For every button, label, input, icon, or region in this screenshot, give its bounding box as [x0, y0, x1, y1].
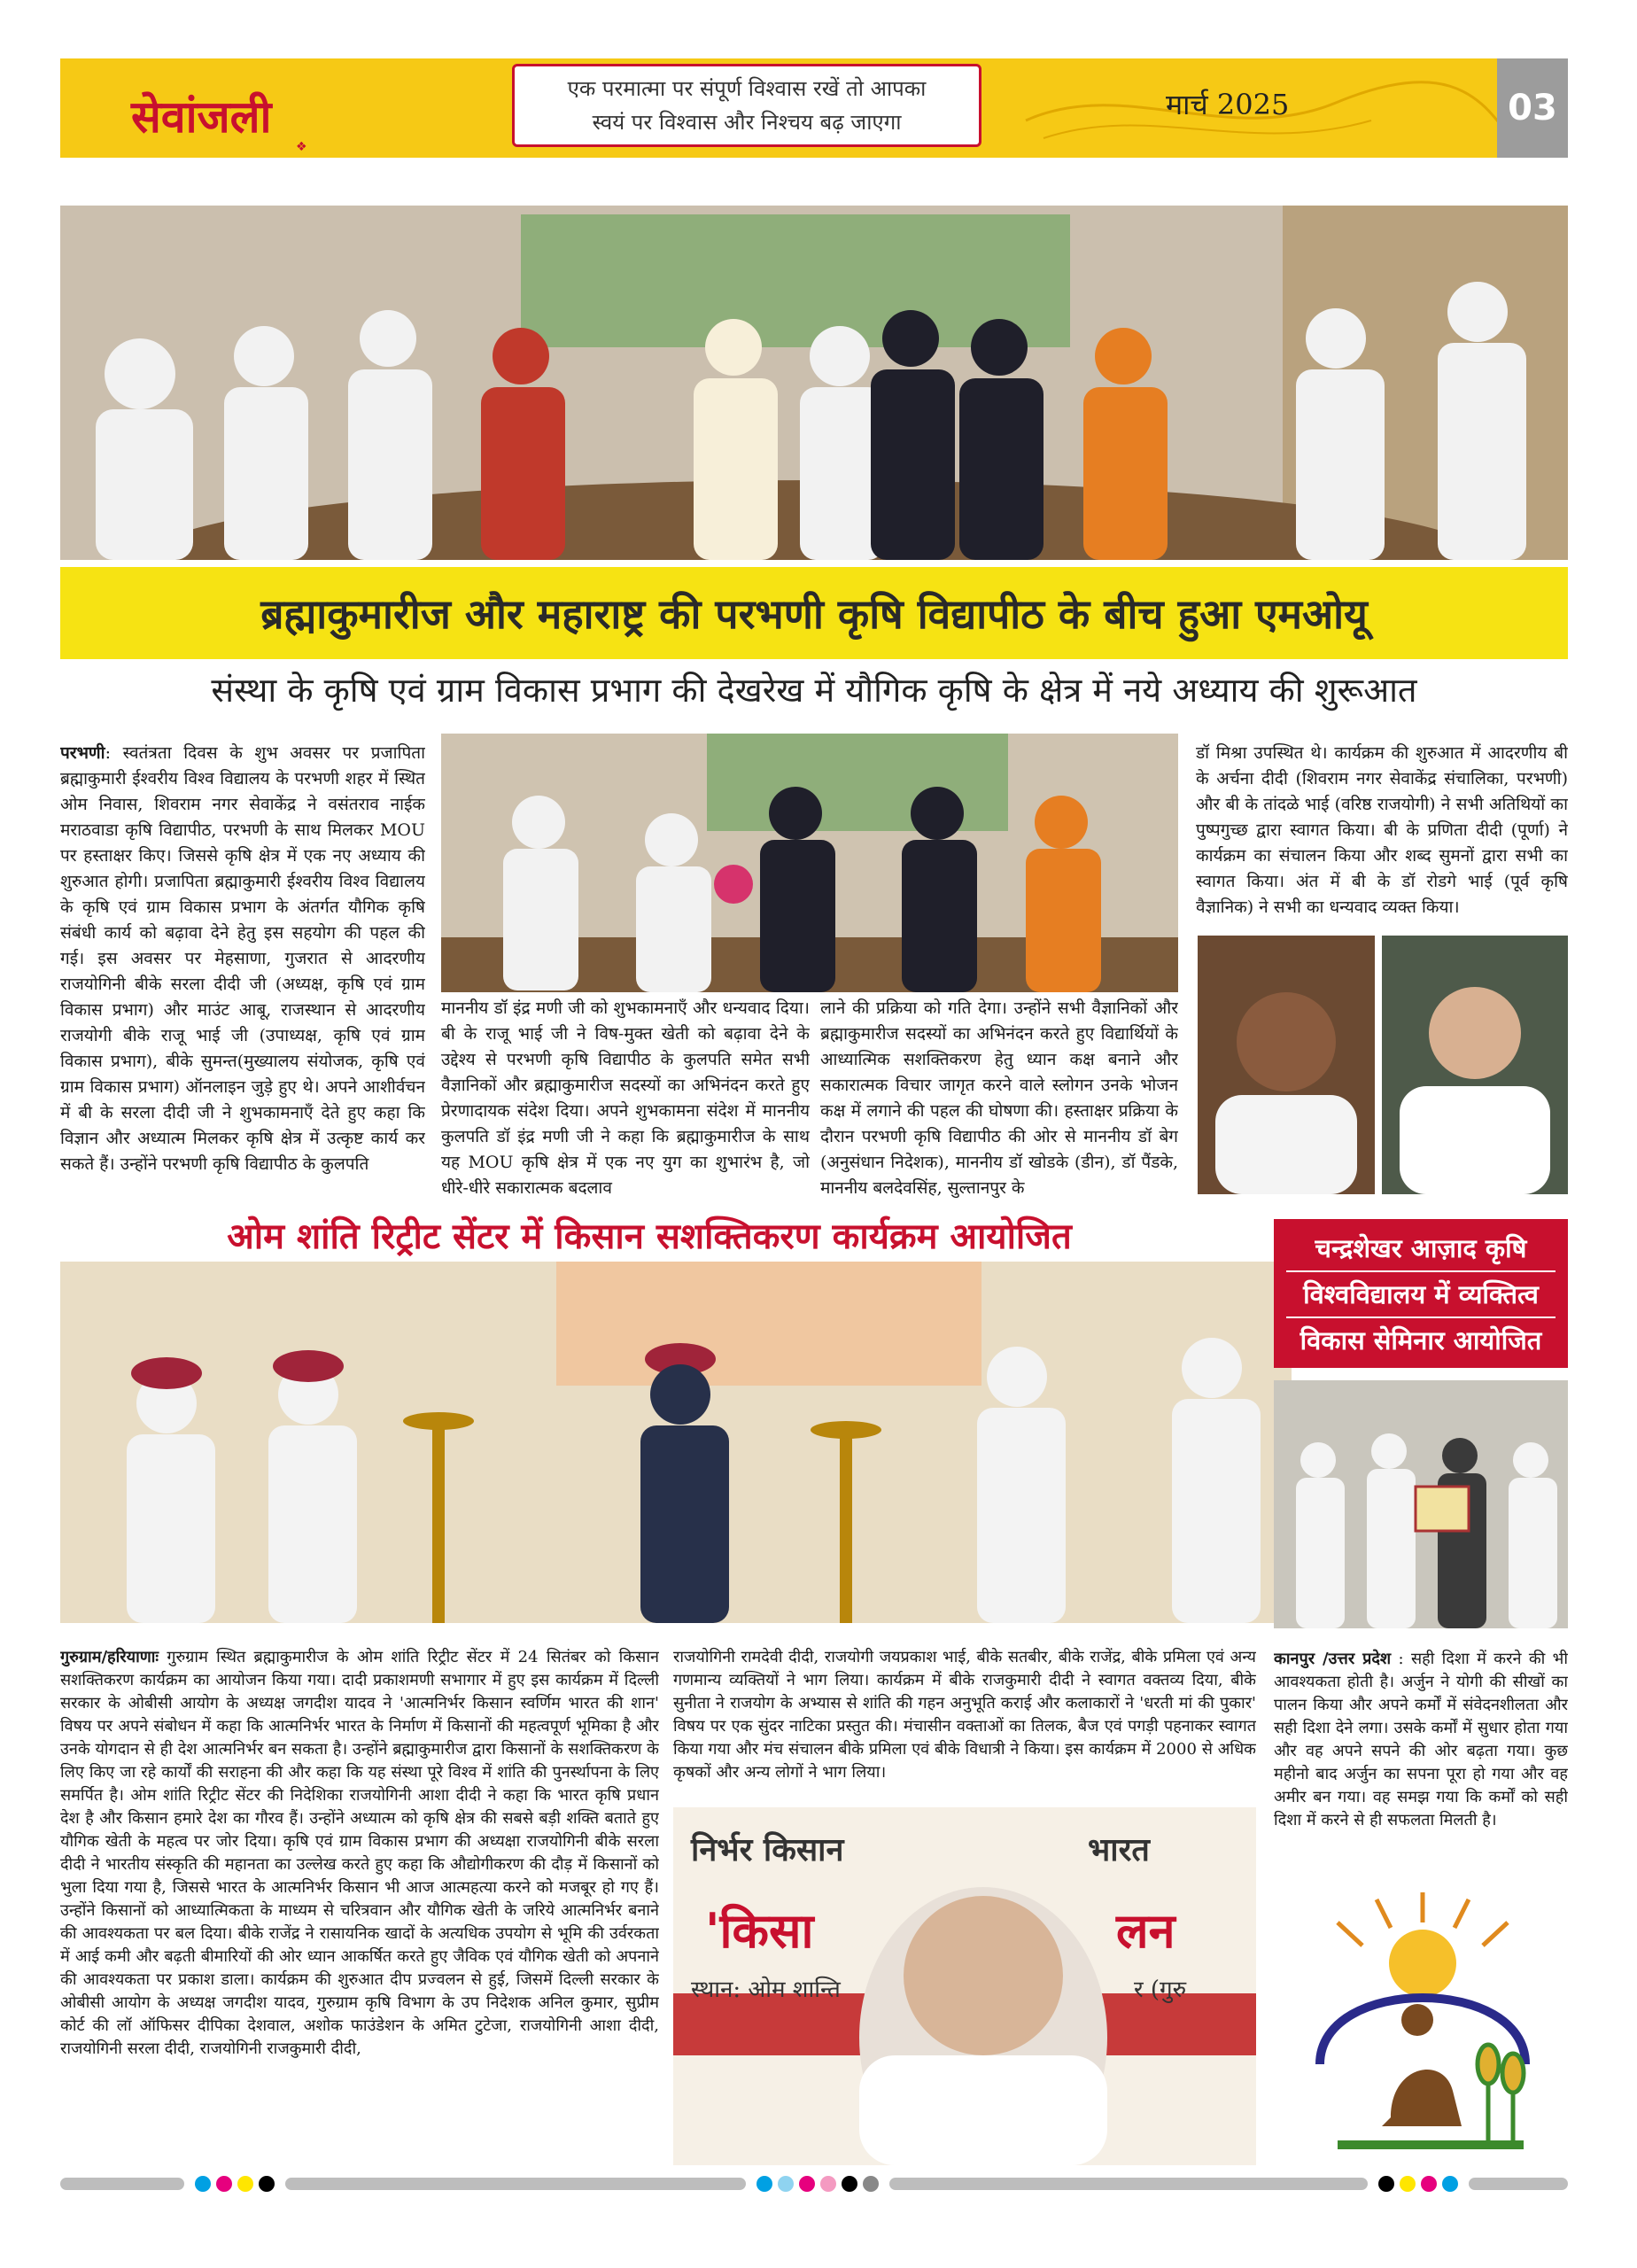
footer-segment [60, 2178, 184, 2190]
article3-title-line: चन्द्रशेखर आज़ाद कृषि [1286, 1226, 1556, 1272]
article2-text: राजयोगिनी रामदेवी दीदी, राजयोगी जयप्रकाश भाई, बीके सतबीर, बीके राजेंद्र, बीके प्रमिला एवं अन्य गणमान्य व्यक्तियों ने भाग लिया। कार्यक्रम में बीके राजकुमारी दीदी ने स्वागत वक्तव्य दिया, बीके सुनीता ने राजयोग के अभ्यास से शांति की गहन अनुभूति कराई और कलाकारों ने 'धरती मां की पुकार' विषय पर एक सुंदर नाटिका प्रस्तुत की। मंचासीन वक्ताओं का तिलक, बैज एवं पगड़ी पहनाकर स्वागत किया गया और मंच संचालन बीके प्रमिला एवं बीके विधात्री ने किया। इस कार्यक्रम में 2000 से अधिक कृषकों और अन्य लोगों ने भाग लिया। [673, 1648, 1256, 1782]
black-dot-icon [1378, 2176, 1394, 2192]
black-dot-icon [842, 2176, 857, 2192]
article3-title-line: विश्वविद्यालय में व्यक्तित्व [1286, 1272, 1556, 1318]
header-quote [512, 64, 981, 147]
banner-text: र (गुरु [1134, 1977, 1187, 2003]
article2-text: गुरुग्राम स्थित ब्रह्माकुमारीज के ओम शांति रिट्रीट सेंटर में 24 सितंबर को किसान सशक्तिकरण कार्यक्रम का आयोजन किया गया। दादी प्रकाशमणी सभागार में हुए इस कार्यक्रम में दिल्ली सरकार के ओबीसी आयोग के अध्यक्ष जगदीश यादव ने 'आत्मनिर्भर किसान स्वर्णिम भारत की शान' विषय पर अपने संबोधन में कहा कि आत्मनिर्भर भारत के निर्माण में किसानों की महत्वपूर्ण भूमिका है और उनके योगदान से ही देश आत्मनिर्भर बन सकता है। उन्होंने ब्रह्माकुमारीज द्वारा किसानों के सशक्तिकरण के लिए किए जा रहे कार्यों की सराहना की और कहा कि यह संस्था पूरे विश्व में शांति की पुनर्स्थापना के लिए समर्पित है। ओम शांति रिट्रीट सेंटर की निदेशिका राजयोगिनी आशा दीदी ने कहा कि भारत कृषि प्रधान देश है और किसान हमारे देश का गौरव हैं। उन्होंने अध्यात्म को कृषि क्षेत्र की सबसे बड़ी शक्ति बताते हुए यौगिक खेती के महत्व पर जोर दिया। कृषि एवं ग्राम विकास प्रभाग की अध्यक्षा राजयोगिनी बीके सरला दीदी ने भारतीय संस्कृति की महानता का उल्लेख करते हुए कहा कि औद्योगीकरण की दौड़ में किसानों को भुला दिया गया है, जिससे भारत के आत्मनिर्भर किसान भी आज आत्महत्या करने को मजबूर हो गए हैं।उन्होंने किसानों को आध्यात्मिकता के माध्यम से चरित्रवान और यौगिक खेती के जरिये आत्मनिर्भर बनाने की आवश्यकता पर बल दिया। बीके राजेंद्र ने रासायनिक खादों के अत्यधिक उपयोग से भूमि की उर्वरकता में आई कमी और बढ़ती बीमारियों की ओर ध्यान आकर्षित करते हुए जैविक एवं यौगिक खेती को अपनाने की आवश्यकता पर प्रकाश डाला। कार्यक्रम की शुरुआत दीप प्रज्वलन से हुई, जिसमें दिल्ली सरकार के ओबीसी आयोग के अध्यक्ष जगदीश यादव, गुरुग्राम कृषि विभाग के उप निदेशक अनिल कुमार, सुप्रीम कोर्ट की लॉ ऑफिसर दीपिका देशवाल, अशोक फाउंडेशन के अमित टुटेजा, राजयोगिनी आशा दीदी, राजयोगिनी सरला दीदी, राजयोगिनी राजकुमारी दीदी, [60, 1648, 659, 2058]
meditation-farming-logo-icon [1284, 1887, 1561, 2167]
magenta-dot-icon [799, 2176, 815, 2192]
article1-text: लाने की प्रक्रिया को गति देगा। उन्होंने सभी वैज्ञानिकों और ब्रह्माकुमारीज सदस्यों का अभिनंदन करते हुए विद्यार्थियों के आध्यात्मिक सशक्तिकरण हेतु ध्यान कक्ष बनाने और सकारात्मक विचार जागृत करने वाले स्लोगन उनके भोजन कक्ष में लगाने की पहल की घोषणा की। हस्ताक्षर प्रक्रिया के दौरान परभणी कृषि विद्यापीठ की ओर से माननीय डॉ बेग (अनुसंधान निदेशक), माननीय डॉ खोडके (डीन), डॉ पैंडके, माननीय बलदेवसिंह, सुल्तानपुर के [820, 998, 1178, 1198]
yellow-dot-icon [237, 2176, 253, 2192]
meditation-logo [1284, 1887, 1561, 2167]
light-cyan-dot-icon [778, 2176, 794, 2192]
article3-title-line: विकास सेमिनार आयोजित [1300, 1325, 1542, 1355]
cyan-dot-icon [1442, 2176, 1458, 2192]
footer-segment [889, 2178, 1368, 2190]
article1-text: : स्वतंत्रता दिवस के शुभ अवसर पर प्रजापिता ब्रह्माकुमारी ईश्वरीय विश्व विद्यालय के परभणी शहर में स्थित ओम निवास, शिवराम नगर सेवाकेंद्र ने वसंतराव नाईक मराठवाडा कृषि विद्यापीठ, परभणी के साथ मिलकर MOU पर हस्ताक्षर किए। जिससे कृषि क्षेत्र में एक नए अध्याय की शुरुआत होगी। प्रजापिता ब्रह्माकुमारी ईश्वरीय विश्व विद्यालय के कृषि एवं ग्राम विकास प्रभाग के अंतर्गत यौगिक कृषि संबंधी कार्य को बढ़ावा देने हेतु इस सहयोग की पहल की गई। इस अवसर पर मेहसाणा, गुजरात से आदरणीय राजयोगिनी बीके सरला दीदी जी (अध्यक्ष, कृषि एवं ग्राम विकास प्रभाग) और माउंट आबू, राजस्थान से आदरणीय राजयोगी बीके राजू भाई जी (उपाध्यक्ष, कृषि एवं ग्राम विकास प्रभाग), बीके सुमन्त(मुख्यालय संयोजक, कृषि एवं ग्राम विकास प्रभाग) ऑनलाइन जुड़े हुए थे। अपने आशीर्वचन में बी के सरला दीदी जी ने शुभकामनाएँ देते हुए कहा कि विज्ञान और अध्यात्म मिलकर कृषि क्षेत्र में उत्कृष्ट कार्य कर सकते हैं। उन्होंने परभणी कृषि विद्यापीठ के कुलपति [60, 743, 425, 1174]
mou-group-photo [60, 206, 1568, 560]
page-header [60, 58, 1568, 158]
cyan-dot-icon [756, 2176, 772, 2192]
pink-dot-icon [820, 2176, 836, 2192]
group-photo-illustration [60, 206, 1568, 560]
black-dot-icon [259, 2176, 275, 2192]
banner-text: स्थान: ओम शान्ति [691, 1977, 841, 2003]
article1-text: डॉ मिश्रा उपस्थित थे। कार्यक्रम की शुरुआत में आदरणीय बी के अर्चना दीदी (शिवराम नगर सेवाकेंद्र संचालिका, परभणी) और बी के तांदळे भाई (वरिष्ठ राजयोगी) ने सभी अतिथियों का पुष्पगुच्छ द्वारा स्वागत किया। बी के प्रणिता दीदी (पूर्णा) ने कार्यक्रम का संचालन किया और शब्द सुमनों द्वारा सभी का स्वागत किया। अंत में बी के डॉ रोडगे भाई (पूर्व कृषि वैज्ञानिक) ने सभी का धन्यवाद व्यक्त किया। [1196, 743, 1568, 917]
article3-title-box [1274, 1219, 1568, 1368]
article2-title: ओम शांति रिट्रीट सेंटर में किसान सशक्तिकरण कार्यक्रम आयोजित [227, 1216, 1072, 1257]
masthead-brand: सेवांजली [131, 90, 272, 143]
article2-column-1 [60, 1646, 659, 2167]
magenta-dot-icon [216, 2176, 232, 2192]
article1-column-3 [820, 996, 1178, 1201]
footer-segment [285, 2178, 746, 2190]
footer-segment [1469, 2178, 1568, 2190]
lamp-lighting-photo [60, 1262, 1292, 1623]
banner-text: लन [1116, 1902, 1175, 1959]
seminar-photo-illustration [1274, 1380, 1568, 1628]
brand-ornament-icon: ❖ [296, 140, 307, 154]
magenta-dot-icon [1421, 2176, 1437, 2192]
lamp-lighting-illustration [60, 1262, 1292, 1623]
bouquet-photo-illustration [441, 734, 1178, 992]
quote-line: स्वयं पर विश्वास और निश्चय बढ़ जाएगा [592, 110, 902, 135]
page-number: 03 [1497, 58, 1568, 158]
footer-color-bar [60, 2174, 1568, 2194]
article1-dateline: परभणी [60, 743, 105, 763]
seminar-photo [1274, 1380, 1568, 1628]
article2-dateline: गुरुग्राम/हरियाणाः [60, 1648, 159, 1666]
article3-body [1274, 1648, 1568, 1896]
article3-text: : सही दिशा में करने की भी आवश्यकता होती है। अर्जुन ने योगी की सीखों का पालन किया और अपने कर्मों में संवेदनशीलता और सही दिशा देने लगा। उसके कर्मों में सुधार होता गया और वह अपने सपने की ओर बढ़ता गया। कुछ महीनो बाद अर्जुन का सपना पूरा हो गया और वह अमीर बन गया। वह समझ गया कि कर्मों को सही दिशा में करने से ही सफलता मिलती है। [1274, 1650, 1568, 1829]
speaker-photo-1 [1198, 936, 1375, 1194]
mou-bouquet-photo [441, 734, 1178, 992]
cyan-dot-icon [195, 2176, 211, 2192]
grey-dot-icon [863, 2176, 879, 2192]
banner-text: 'किसा [705, 1902, 814, 1959]
issue-date: मार्च 2025 [1166, 88, 1290, 121]
sub-headline: संस्था के कृषि एवं ग्राम विकास प्रभाग की देखरेख में यौगिक कृषि के क्षेत्र में नये अध्याय की शुरूआत [211, 671, 1417, 710]
quote-line: एक परमात्मा पर संपूर्ण विश्वास रखें तो आपका [567, 76, 927, 101]
article1-text: माननीय डॉ इंद्र मणी जी को शुभकामनाएँ और धन्यवाद दिया। बी के राजू भाई जी ने विष-मुक्त खेती को बढ़ावा देने के उद्देश्य से परभणी कृषि विद्यापीठ के कुलपति समेत सभी वैज्ञानिकों और ब्रह्माकुमारीज सदस्यों का अभिनंदन करते हुए प्रेरणादायक संदेश दिया। अपने शुभकामना संदेश में माननीय कुलपति डॉ इंद्र मणी जी ने कहा कि ब्रह्माकुमारीज के साथ यह MOU कृषि क्षेत्र में एक नए युग का शुभारंभ है, जो धीरे-धीरे सकारात्मक बदलाव [441, 998, 810, 1198]
banner-text: भारत [1088, 1831, 1150, 1868]
article1-column-2 [441, 996, 810, 1201]
article2-column-2 [673, 1646, 1256, 1797]
article1-column-1 [60, 741, 425, 1201]
speaker-portrait-illustration [1198, 936, 1375, 1194]
main-headline: ब्रह्माकुमारीज और महाराष्ट्र की परभणी कृषि विद्यापीठ के बीच हुआ एमओयू [260, 590, 1368, 638]
yellow-dot-icon [1400, 2176, 1416, 2192]
speaker-banner-photo [673, 1807, 1256, 2165]
banner-text: निर्भर किसान [691, 1831, 844, 1868]
article1-column-4 [1196, 741, 1568, 927]
article3-dateline: कानपुर /उत्तर प्रदेश [1274, 1650, 1392, 1668]
speaker-photo-2 [1382, 936, 1568, 1194]
speaker-portrait-illustration [1382, 936, 1568, 1194]
